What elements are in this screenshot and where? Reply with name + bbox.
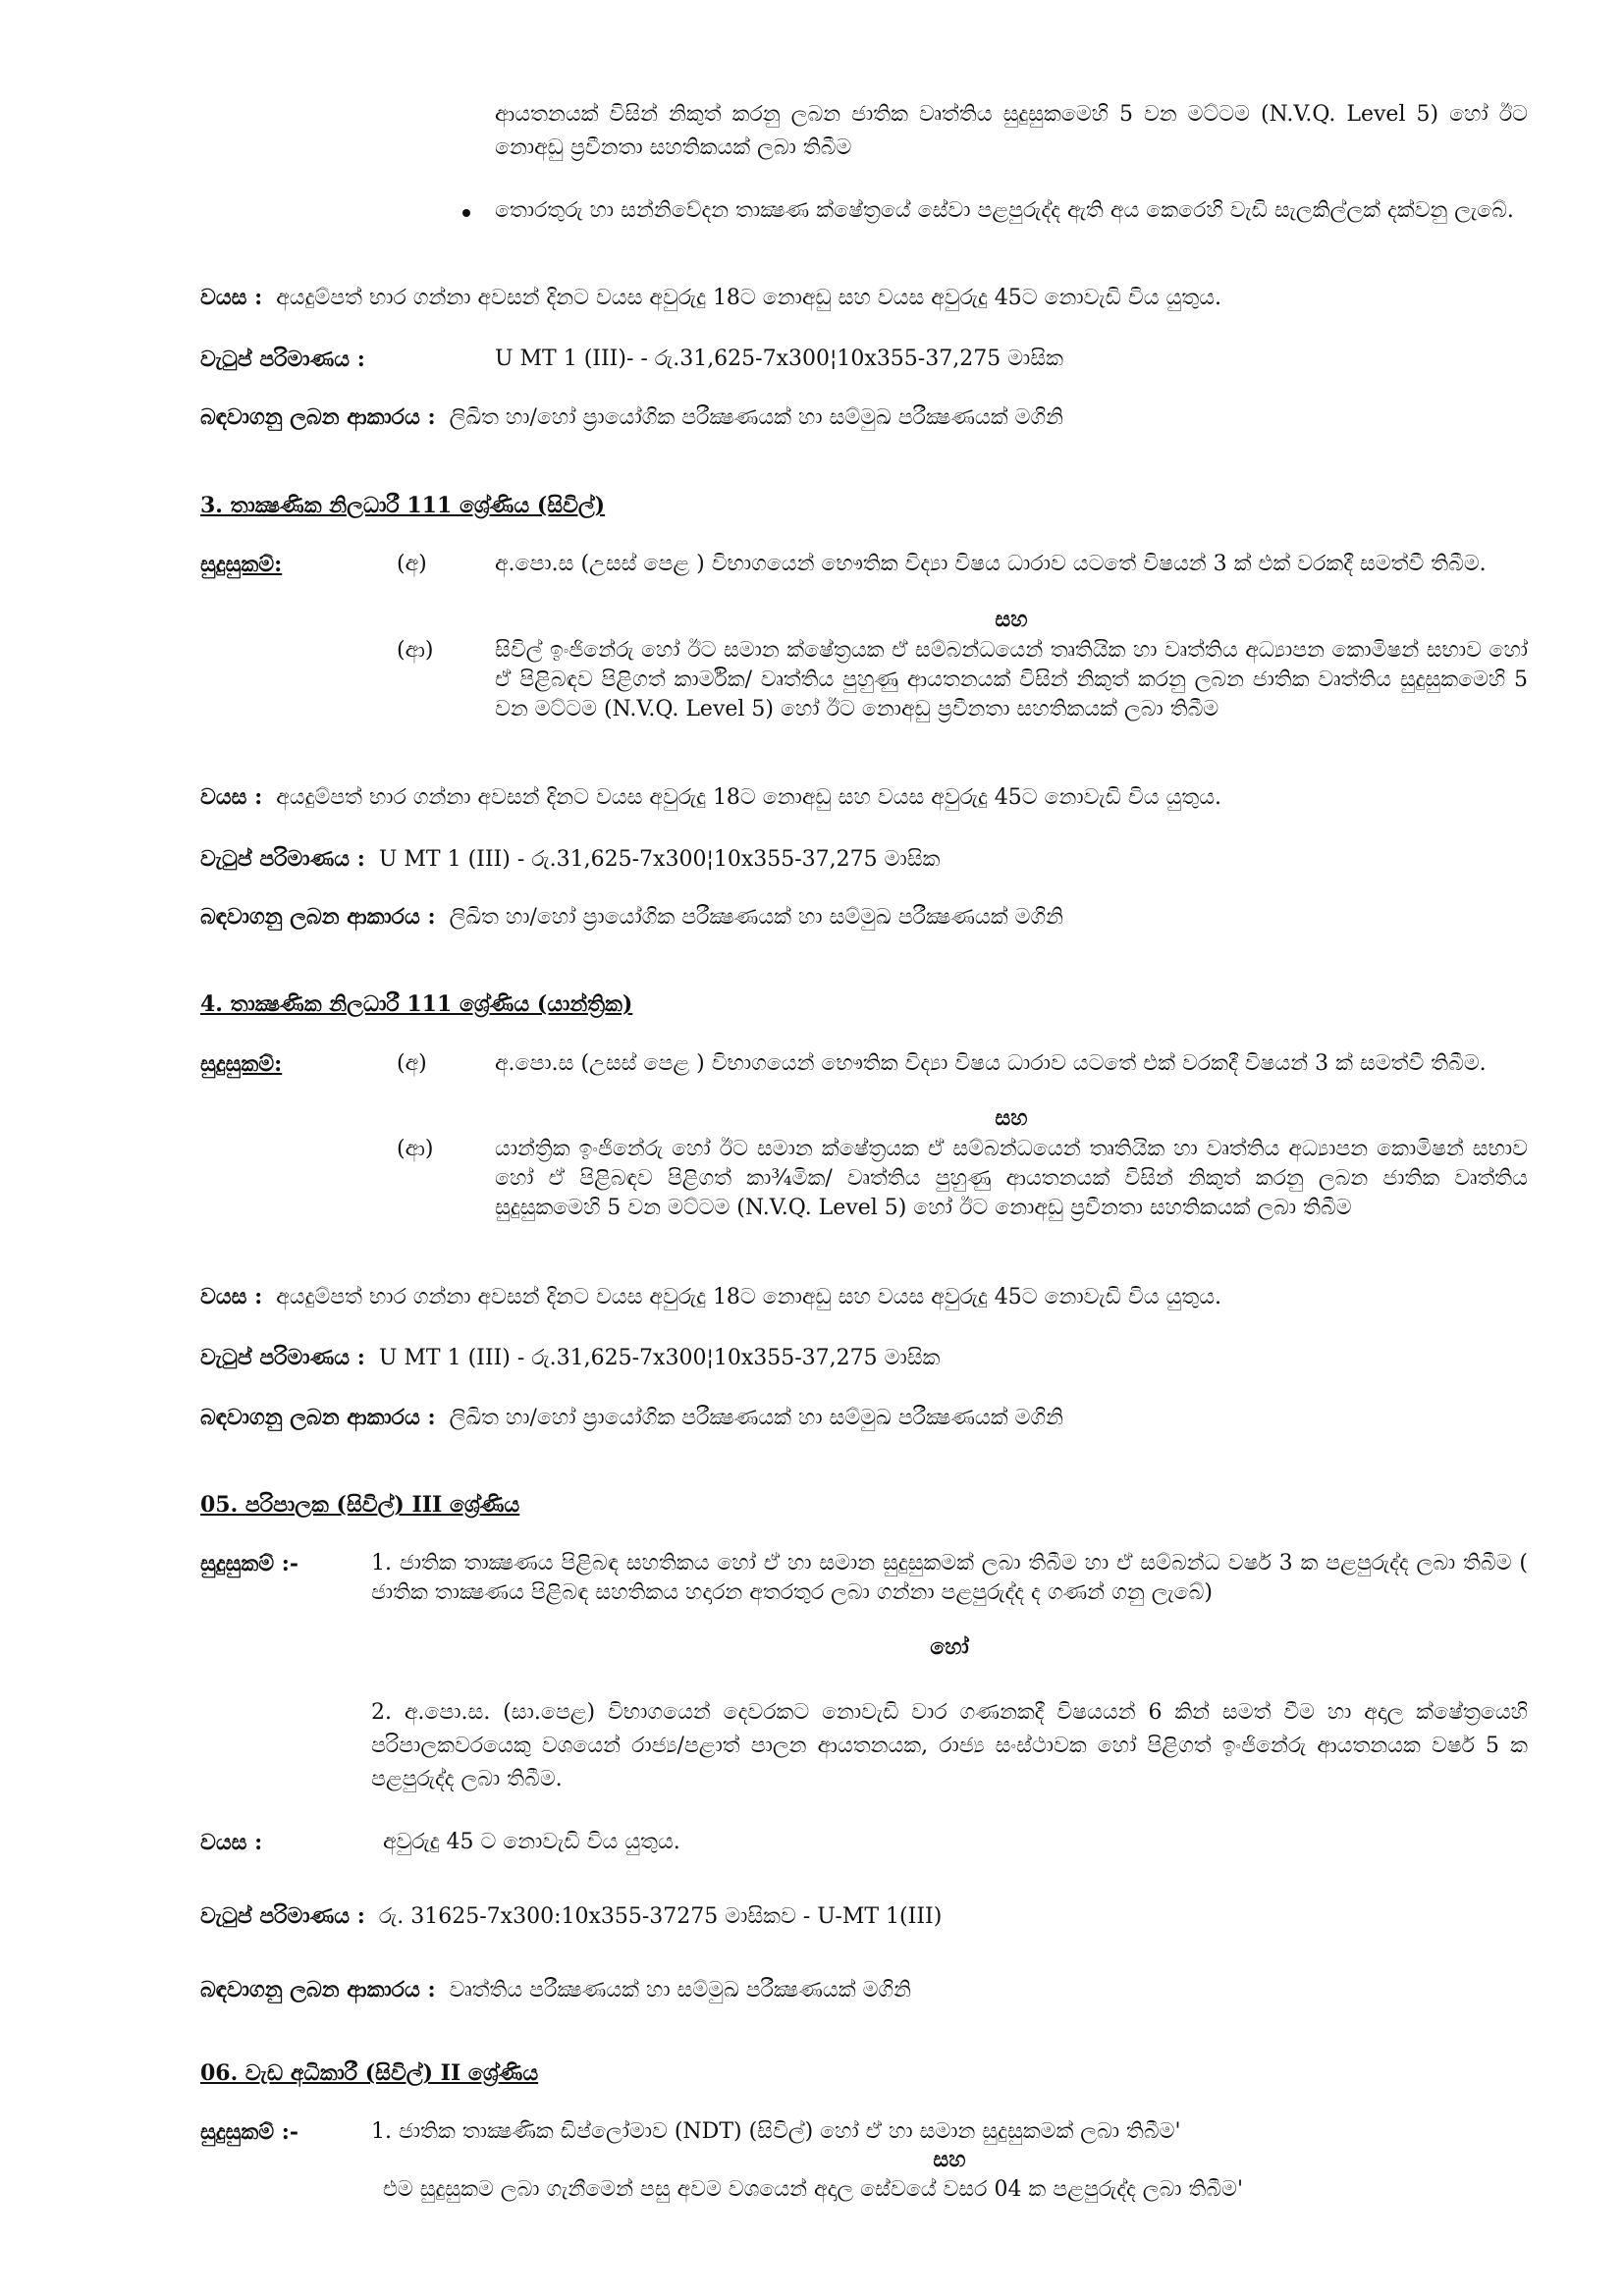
age-text: අයදුම්පත් භාර ගන්නා අවසන් දිනට වයස අවුරුදු 18ට නොඅඩු සහ වයස අවුරුදු 45ට නොවැඩි විය යුතුය. <box>276 1285 1222 1309</box>
section-3-a-text: අ.පො.ස (උසස් පෙළ ) විභාගයෙන් භෞතික විද්‍යා විෂය ධාරාව යටතේ විෂයන් 3 ක් එක් වරකදී සමත්වී තිබීම. <box>495 552 1487 576</box>
salary-text: U MT 1 (III) - රු.31,625-7x300¦10x355-37,275 මාසික <box>378 847 941 872</box>
section-3-recruit-row <box>200 902 1063 933</box>
salary-label: වැටුප් පරිමාණය : <box>200 347 365 372</box>
section-4-recruit-row <box>200 1403 1063 1433</box>
section-4-a-marker: (අ) <box>397 1051 427 1076</box>
recruit-text: ලිඛිත හා/හෝ ප්‍රායෝගික පරීක්‍ෂණයක් හා සම්මුඛ පරීක්‍ෂණයක් මගිනි <box>449 905 1064 930</box>
section-3-qual-label: සුදුසුකම්: <box>200 552 283 577</box>
section-4-qual-label: සුදුසුකම්: <box>200 1051 283 1077</box>
section-5-item-2: 2. අ.පො.ස. (සා.පෙළ) විභාගයෙන් දෙවරකට නොවැඩි වාර ගණනකදී විෂයයන් 6 කින් සමත් වීම හා අදාල ක්ෂේත්‍රයෙහි පරිපාලකවරයෙකු වශයෙන් රාජ්‍ය/පළාත් පාලන ආයතනයක, රාජ්‍ය සංස්ථාවක හෝ පිළිගත් ඉංජිනේරු ආයතනයක වර්ෂ 5 ක පළපුරුද්ද ලබා තිබීම. <box>371 1700 1528 1791</box>
intro-bullet-text: තොරතුරු හා සන්නිවේදන තාක්‍ෂණ ක්ෂේත්‍රයේ සේවා පළපුරුද්ද ඇති අය කෙරෙහි වැඩි සැලකිල්ලක් දක්වනු ලැබේ. <box>495 198 1514 223</box>
recruit-text: ලිඛිත හා/හෝ ප්‍රායෝගික පරීක්‍ෂණයක් හා සම්මුඛ පරීක්‍ෂණයක් මගිනි <box>449 1406 1064 1430</box>
section-5-age-text: අවුරුදු 45 ට නොවැඩි විය යුතුය. <box>383 1830 680 1854</box>
age-label: වයස : <box>200 784 263 810</box>
intro-salary-text: U MT 1 (III)- - රු.31,625-7x300¦10x355-37,275 මාසික <box>495 347 1063 371</box>
section-6-item-1b: එම සුදුසුකම ලබා ගැනීමෙන් පසු අවම වශයෙන් අදාල සේවයේ වසර 04 ක පළපුරුද්ද ලබා තිබීම' <box>383 2177 1243 2202</box>
intro-recruit-row <box>200 402 1063 433</box>
section-4-a-text: අ.පො.ස (උසස් පෙළ ) විභාගයෙන් භෞතික විද්‍යා විෂය ධාරාව යටතේ එක් වරකදී විෂයන් 3 ක් සමත්වී තිබීම. <box>495 1051 1487 1076</box>
section-6-item-1: 1. ජාතික තාක්‍ෂණික ඩිප්ලෝමාව (NDT) (සිවිල්) හෝ ඒ හා සමාන සුදුසුකමක් ලබා තිබීම' <box>371 2119 1181 2144</box>
section-3-title: 3. තාක්‍ෂණික නිලධාරී 111 ශ්‍රේණිය (සිවිල්) <box>200 493 606 518</box>
intro-salary-row <box>200 345 365 375</box>
section-5-age-label: වයස : <box>200 1830 263 1855</box>
salary-text: U MT 1 (III) - රු.31,625-7x300¦10x355-37,275 මාසික <box>378 1346 941 1370</box>
salary-text: රු. 31625-7x300:10x355-37275 මාසිකව - U-MT 1(III) <box>378 1904 943 1929</box>
recruit-label: බඳවාගනු ලබන ආකාරය : <box>200 404 436 430</box>
section-3-aa-marker: (ආ) <box>397 638 434 663</box>
age-label: වයස : <box>200 1284 263 1309</box>
section-4-and: සහ <box>995 1105 1028 1131</box>
section-3-salary-row <box>200 844 940 875</box>
recruit-label: බඳවාගනු ලබන ආකාරය : <box>200 904 436 930</box>
recruit-text: වෘත්තිය පරීක්‍ෂණයක් හා සම්මුඛ පරීක්‍ෂණයක් මගිනි <box>449 1978 911 2002</box>
section-5-or: හෝ <box>930 1634 969 1660</box>
section-4-age-row <box>200 1282 1221 1312</box>
section-3-a-marker: (අ) <box>397 552 427 576</box>
section-4-salary-row <box>200 1343 940 1373</box>
salary-label: වැටුප් පරිමාණය : <box>200 846 365 872</box>
section-4-title: 4. තාක්‍ෂණික නිලධාරී 111 ශ්‍රේණිය (යාන්ත්‍රික) <box>200 991 633 1017</box>
recruit-text: ලිඛිත හා/හෝ ප්‍රායෝගික පරීක්‍ෂණයක් හා සම්මුඛ පරීක්‍ෂණයක් මගිනි <box>449 405 1064 430</box>
salary-label: වැටුප් පරිමාණය : <box>200 1345 365 1370</box>
section-5-title: 05. පරිපාලක (සිවිල්) III ශ්‍රේණිය <box>200 1492 520 1518</box>
recruit-label: බඳවාගනු ලබන ආකාරය : <box>200 1405 436 1430</box>
age-text: අයදුම්පත් භාර ගන්නා අවසන් දිනට වයස අවුරුදු 18ට නොඅඩු සහ වයස අවුරුදු 45ට නොවැඩි විය යුතුය. <box>276 785 1222 810</box>
section-5-salary-row <box>200 1901 942 1932</box>
section-3-aa-text: සිවිල් ඉංජිනේරු හෝ ඊට සමාන ක්ෂේත්‍රයක ඒ සම්බන්ධයෙන් තෘතියික හා වෘත්තිය අධ්‍යාපන කොමිෂන් සභාව හෝ ඒ පිළිබඳව පිළිගත් කාර්මික/ වෘත්තිය පුහුණු ආයතනයක් විසින් නිකුත් කරනු ලබන ජාතික වෘත්තිය සුදුසුකමෙහි 5 වන මට්ටම (N.V.Q. Level 5) හෝ ඊට නොඅඩු ප්‍රවීනතා සහතිකයක් ලබා තිබීම <box>495 638 1528 721</box>
section-6-and: සහ <box>933 2147 966 2172</box>
bullet-icon <box>462 209 470 217</box>
recruit-label: බඳවාගනු ලබන ආකාරය : <box>200 1977 436 2002</box>
salary-label: වැටුප් පරිමාණය : <box>200 1903 365 1929</box>
section-5-qual-label: සුදුසුකම් :- <box>200 1551 298 1576</box>
age-label: වයස : <box>200 285 263 310</box>
section-3-age-row <box>200 782 1221 813</box>
section-6-title: 06. වැඩ අධිකාරී (සිවිල්) II ශ්‍රේණිය <box>200 2060 539 2086</box>
intro-continuation-text: ආයතනයක් විසින් නිකුත් කරනු ලබන ජාතික වෘත්තිය සුදුසුකමෙහි 5 වන මට්ටම (N.V.Q. Level 5) හෝ ඊට නොඅඩු ප්‍රවීනතා සහතිකයක් ලබා තිබීම <box>495 102 1528 160</box>
intro-age-row <box>200 283 1221 313</box>
section-6-qual-label: සුදුසුකම් :- <box>200 2119 298 2145</box>
section-4-aa-text: යාන්ත්‍රික ඉංජිනේරු හෝ ඊට සමාන ක්ෂේත්‍රයක ඒ සම්බන්ධයෙන් තෘතියික හා වෘත්තිය අධ්‍යාපන කොමිෂන් සභාව හෝ ඒ පිළිබඳව පිළිගත් කා¾මික/ වෘත්තිය පුහුණු ආයතනයක් විසින් නිකුත් කරනු ලබන ජාතික වෘත්තිය සුදුසුකමෙහි 5 වන මට්ටම (N.V.Q. Level 5) හෝ ඊට නොඅඩු ප්‍රවීනතා සහතිකයක් ලබා තිබීම <box>495 1137 1528 1220</box>
section-5-item-1: 1. ජාතික තාක්‍ෂණය පිළිබඳ සහතිකය හෝ ඒ හා සමාන සුදුසුකමක් ලබා තිබීම හා ඒ සම්බන්ධ වර්ෂ 3 ක පළපුරුද්ද ලබා තිබීම ( ජාතික තාක්‍ෂණය පිළිබඳ සහතිකය හදාරන අතරතුර ලබා ගන්නා පළපුරුද්ද ද ගණන් ගනු ලැබේ) <box>371 1551 1528 1605</box>
section-4-aa-marker: (ආ) <box>397 1137 434 1161</box>
section-5-recruit-row <box>200 1975 911 2005</box>
section-3-and: සහ <box>995 607 1028 632</box>
age-text: අයදුම්පත් භාර ගන්නා අවසන් දිනට වයස අවුරුදු 18ට නොඅඩු සහ වයස අවුරුදු 45ට නොවැඩි විය යුතුය. <box>276 286 1222 310</box>
